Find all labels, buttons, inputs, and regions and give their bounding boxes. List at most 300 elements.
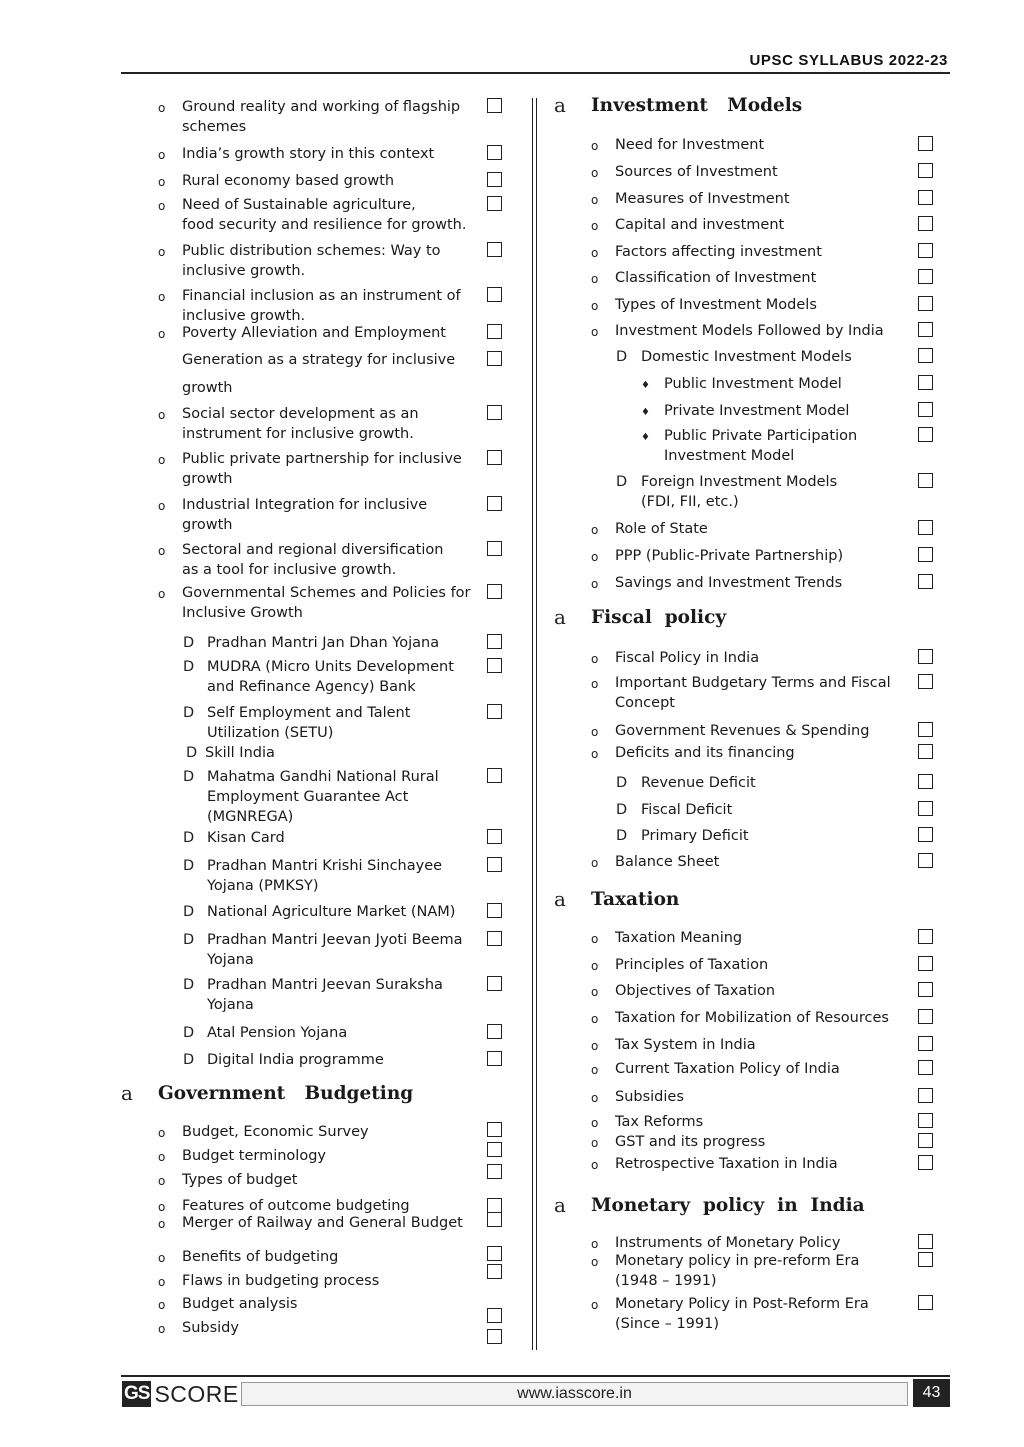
item-text: Poverty Alleviation and Employment [182,325,446,341]
circle-bullet-icon: o [158,1126,166,1140]
d-bullet-marker: D [616,349,628,365]
item-text: MUDRA (Micro Units Development and Refinance Agency) Bank [207,659,454,695]
circle-bullet-icon: o [158,1150,166,1164]
circle-bullet-icon: o [158,499,166,513]
item-text: Financial inclusion as an instrument of inclusive growth. [182,288,461,324]
header-title: UPSC SYLLABUS 2022-23 [749,52,948,69]
item-text: Merger of Railway and General Budget [182,1215,463,1231]
syllabus-item-subsidies [537,1087,912,1107]
item-checkbox[interactable] [918,473,933,488]
item-checkbox[interactable] [487,1212,502,1227]
item-text: Generation as a strategy for inclusive [182,352,456,368]
item-checkbox[interactable] [918,744,933,759]
syllabus-item-current-taxation-policy-of-india [537,1059,912,1079]
item-checkbox[interactable] [918,982,933,997]
item-text: Digital India programme [207,1052,384,1068]
syllabus-item-domestic-investment-models [537,347,912,367]
circle-bullet-icon: o [591,246,599,260]
syllabus-item-investment-models-followed-by-india [537,321,912,341]
circle-bullet-icon: o [158,101,166,115]
item-checkbox[interactable] [487,172,502,187]
section-title: Fiscal policy [591,607,727,628]
item-text: Pradhan Mantri Krishi Sinchayee Yojana (PMKSY) [207,858,443,894]
syllabus-item-taxation-meaning [537,928,912,948]
item-text: Budget, Economic Survey [182,1124,369,1140]
item-checkbox[interactable] [487,768,502,783]
circle-bullet-icon: o [158,587,166,601]
item-text: Flaws in budgeting process [182,1273,380,1289]
circle-bullet-icon: o [591,652,599,666]
circle-bullet-icon: o [158,327,166,341]
item-text: Foreign Investment Models (FDI, FII, etc.) [641,474,838,510]
d-bullet-marker: D [616,474,628,490]
section-title: Monetary policy in India [591,1195,865,1216]
circle-bullet-icon: o [591,1298,599,1312]
item-checkbox[interactable] [918,163,933,178]
d-bullet-marker: D [616,775,628,791]
syllabus-item-savings-and-investment-trends [537,573,912,593]
circle-bullet-icon: o [158,1298,166,1312]
item-text: Public private partnership for inclusive growth [182,451,462,487]
footer-rule [121,1375,950,1377]
item-text: Instruments of Monetary Policy [615,1235,841,1251]
syllabus-item-capital-and-investment [537,215,912,235]
syllabus-item-industrial-integration-for-inclusive-gro [0,495,481,535]
header-rule [121,72,950,74]
syllabus-item-factors-affecting-investment [537,242,912,262]
circle-bullet-icon: o [591,1158,599,1172]
syllabus-item-kisan-card [0,828,481,848]
circle-bullet-icon: o [158,175,166,189]
item-text: Public Private Participation Investment Model [664,428,858,464]
diamond-bullet-icon: ♦ [641,407,650,418]
syllabus-item-primary-deficit [537,826,912,846]
item-checkbox[interactable] [487,1122,502,1137]
item-text: Self Employment and Talent Utilization (SETU) [207,705,411,741]
syllabus-item-foreign-investment-models-fdi-fii-etc [537,472,912,512]
item-checkbox[interactable] [918,674,933,689]
item-text: Pradhan Mantri Jeevan Suraksha Yojana [207,977,443,1013]
circle-bullet-icon: o [158,453,166,467]
item-checkbox[interactable] [487,1329,502,1344]
circle-bullet-icon: o [158,1174,166,1188]
item-checkbox[interactable] [918,348,933,363]
syllabus-item-mahatma-gandhi-national-rural-employment [0,767,481,827]
syllabus-item-poverty-alleviation-and-employment [0,323,481,343]
syllabus-item-skill-india [0,743,481,763]
item-checkbox[interactable] [487,704,502,719]
circle-bullet-icon: o [591,1237,599,1251]
item-checkbox[interactable] [487,976,502,991]
syllabus-item-budget-terminology [0,1146,481,1166]
syllabus-item-financial-inclusion-as-an-instrument-of- [0,286,481,326]
item-text: growth [182,380,233,396]
circle-bullet-icon: o [591,272,599,286]
item-checkbox[interactable] [918,520,933,535]
circle-bullet-icon: o [591,1116,599,1130]
syllabus-item-sources-of-investment [537,162,912,182]
item-text: Tax System in India [615,1037,756,1053]
item-text: Factors affecting investment [615,244,822,260]
item-text: Industrial Integration for inclusive growth [182,497,428,533]
syllabus-item-fiscal-policy-in-india [537,648,912,668]
syllabus-item-classification-of-investment [537,268,912,288]
item-checkbox[interactable] [918,190,933,205]
item-checkbox[interactable] [918,853,933,868]
item-text: Features of outcome budgeting [182,1198,410,1214]
item-checkbox[interactable] [487,903,502,918]
circle-bullet-icon: o [591,856,599,870]
circle-bullet-icon: o [158,1322,166,1336]
syllabus-item-tax-reforms [537,1112,912,1132]
section-title: Taxation [591,889,680,910]
item-checkbox[interactable] [487,351,502,366]
item-text: Savings and Investment Trends [615,575,843,591]
circle-bullet-icon: o [591,932,599,946]
item-checkbox[interactable] [918,1036,933,1051]
item-text: Subsidy [182,1320,239,1336]
item-text: Governmental Schemes and Policies for Inclusive Growth [182,585,471,621]
item-checkbox[interactable] [487,1142,502,1157]
item-checkbox[interactable] [487,145,502,160]
syllabus-item-digital-india-programme [0,1050,481,1070]
syllabus-item-types-of-investment-models [537,295,912,315]
item-checkbox[interactable] [918,375,933,390]
syllabus-item-pradhan-mantri-jan-dhan-yojana [0,633,481,653]
item-text: Budget analysis [182,1296,298,1312]
circle-bullet-icon: o [591,725,599,739]
circle-bullet-icon: o [591,959,599,973]
item-checkbox[interactable] [487,242,502,257]
item-checkbox[interactable] [487,324,502,339]
item-checkbox[interactable] [487,1024,502,1039]
item-text: Public distribution schemes: Way to inclusive growth. [182,243,441,279]
item-text: Pradhan Mantri Jeevan Jyoti Beema Yojana [207,932,463,968]
syllabus-item-generation-as-a-strategy-for-inclusive [0,350,481,370]
item-text: Principles of Taxation [615,957,769,973]
item-text: Kisan Card [207,830,285,846]
syllabus-item-mudra-micro-units-development-and-refina [0,657,481,697]
syllabus-item-pradhan-mantri-jeevan-jyoti-beema-yojana [0,930,481,970]
circle-bullet-icon: o [591,550,599,564]
item-checkbox[interactable] [918,929,933,944]
item-text: Private Investment Model [664,403,850,419]
syllabus-item-monetary-policy-in-post-reform-era-since [537,1294,912,1334]
syllabus-item-subsidy [0,1318,481,1338]
item-checkbox[interactable] [918,1088,933,1103]
d-bullet-marker: D [183,769,195,785]
item-text: Pradhan Mantri Jan Dhan Yojana [207,635,440,651]
item-checkbox[interactable] [487,98,502,113]
syllabus-item-taxation-for-mobilization-of-resources [537,1008,912,1028]
item-checkbox[interactable] [487,287,502,302]
item-checkbox[interactable] [918,427,933,442]
syllabus-item-national-agriculture-market-nam [0,902,481,922]
item-text: Classification of Investment [615,270,817,286]
circle-bullet-icon: o [591,299,599,313]
d-bullet-marker: D [183,932,195,948]
section-marker: a [554,93,566,117]
item-checkbox[interactable] [918,574,933,589]
syllabus-item-pradhan-mantri-jeevan-suraksha-yojana [0,975,481,1015]
syllabus-item-fiscal-deficit [537,800,912,820]
item-text: Sectoral and regional diversification as a tool for inclusive growth. [182,542,444,578]
item-checkbox[interactable] [918,402,933,417]
syllabus-item-growth [0,378,481,398]
syllabus-item-ppp-public-private-partnership [537,546,912,566]
d-bullet-marker: D [183,858,195,874]
circle-bullet-icon: o [591,139,599,153]
syllabus-item-flaws-in-budgeting-process [0,1271,481,1291]
circle-bullet-icon: o [591,1039,599,1053]
item-checkbox[interactable] [918,296,933,311]
item-checkbox[interactable] [918,774,933,789]
syllabus-item-social-sector-development-as-an-instrume [0,404,481,444]
item-checkbox[interactable] [918,269,933,284]
item-text: Objectives of Taxation [615,983,776,999]
item-text: Subsidies [615,1089,684,1105]
circle-bullet-icon: o [591,985,599,999]
item-text: Need of Sustainable agriculture, food security and resilience for growth. [182,197,467,233]
item-checkbox[interactable] [918,216,933,231]
item-checkbox[interactable] [487,1198,502,1213]
syllabus-item-pradhan-mantri-krishi-sinchayee-yojana-p [0,856,481,896]
syllabus-item-sectoral-and-regional-diversification-as [0,540,481,580]
item-text: Taxation for Mobilization of Resources [615,1010,889,1026]
d-bullet-marker: D [183,635,195,651]
item-text: Monetary policy in pre-reform Era (1948 – 1991) [615,1253,860,1289]
section-marker: a [121,1081,133,1105]
syllabus-item-objectives-of-taxation [537,981,912,1001]
item-text: Capital and investment [615,217,785,233]
item-checkbox[interactable] [487,857,502,872]
circle-bullet-icon: o [158,1275,166,1289]
item-text: Revenue Deficit [641,775,756,791]
circle-bullet-icon: o [591,1255,599,1269]
item-checkbox[interactable] [918,243,933,258]
item-text: Monetary Policy in Post-Reform Era (Since – 1991) [615,1296,869,1332]
item-text: Retrospective Taxation in India [615,1156,838,1172]
item-text: Ground reality and working of flagship schemes [182,99,461,135]
item-text: National Agriculture Market (NAM) [207,904,456,920]
item-text: Tax Reforms [615,1114,704,1130]
item-text: Types of Investment Models [615,297,817,313]
syllabus-item-government-revenues-spending [537,721,912,741]
section-marker: a [554,887,566,911]
circle-bullet-icon: o [158,1251,166,1265]
syllabus-item-public-distribution-schemes-way-to-inclu [0,241,481,281]
item-checkbox[interactable] [487,541,502,556]
syllabus-item-public-private-partnership-for-inclusive [0,449,481,489]
syllabus-item-ground-reality-and-working-of-flagship-s [0,97,481,137]
item-text: Benefits of budgeting [182,1249,339,1265]
d-bullet-marker: D [186,745,198,761]
item-checkbox[interactable] [487,496,502,511]
diamond-bullet-icon: ♦ [641,432,650,443]
item-text: Primary Deficit [641,828,749,844]
circle-bullet-icon: o [591,1063,599,1077]
syllabus-item-governmental-schemes-and-policies-for-in [0,583,481,623]
item-text: Role of State [615,521,708,537]
circle-bullet-icon: o [591,325,599,339]
item-checkbox[interactable] [487,450,502,465]
syllabus-item-self-employment-and-talent-utilization-s [0,703,481,743]
item-checkbox[interactable] [918,1252,933,1267]
circle-bullet-icon: o [591,677,599,691]
item-checkbox[interactable] [487,1246,502,1261]
circle-bullet-icon: o [158,1217,166,1231]
item-checkbox[interactable] [487,829,502,844]
item-text: Fiscal Policy in India [615,650,760,666]
syllabus-item-balance-sheet [537,852,912,872]
syllabus-item-types-of-budget [0,1170,481,1190]
item-text: Need for Investment [615,137,765,153]
syllabus-item-private-investment-model [537,401,912,421]
item-checkbox[interactable] [918,1234,933,1249]
item-text: Current Taxation Policy of India [615,1061,840,1077]
item-text: Taxation Meaning [615,930,743,946]
syllabus-item-need-of-sustainable-agriculture-food-sec [0,195,481,235]
item-checkbox[interactable] [918,722,933,737]
syllabus-item-budget-economic-survey [0,1122,481,1142]
d-bullet-marker: D [183,830,195,846]
item-checkbox[interactable] [918,322,933,337]
item-checkbox[interactable] [487,196,502,211]
syllabus-item-deficits-and-its-financing [537,743,912,763]
circle-bullet-icon: o [158,290,166,304]
item-checkbox[interactable] [918,827,933,842]
d-bullet-marker: D [183,904,195,920]
item-text: Fiscal Deficit [641,802,733,818]
item-checkbox[interactable] [918,956,933,971]
item-text: PPP (Public-Private Partnership) [615,548,844,564]
circle-bullet-icon: o [158,148,166,162]
circle-bullet-icon: o [591,1012,599,1026]
brand-score: SCORE [154,1380,239,1407]
item-text: Skill India [205,745,275,761]
circle-bullet-icon: o [591,523,599,537]
item-checkbox[interactable] [918,136,933,151]
item-checkbox[interactable] [487,1308,502,1323]
item-text: India’s growth story in this context [182,146,435,162]
syllabus-item-role-of-state [537,519,912,539]
item-text: Investment Models Followed by India [615,323,884,339]
item-text: Deficits and its financing [615,745,795,761]
item-checkbox[interactable] [487,931,502,946]
d-bullet-marker: D [183,1025,195,1041]
item-text: Rural economy based growth [182,173,395,189]
item-checkbox[interactable] [918,547,933,562]
item-text: Mahatma Gandhi National Rural Employment Guarantee Act (MGNREGA) [207,769,439,825]
item-checkbox[interactable] [918,649,933,664]
item-checkbox[interactable] [487,1164,502,1179]
syllabus-item-gst-and-its-progress [537,1132,912,1152]
syllabus-item-need-for-investment [537,135,912,155]
item-checkbox[interactable] [487,1051,502,1066]
item-checkbox[interactable] [918,1133,933,1148]
item-text: Public Investment Model [664,376,842,392]
circle-bullet-icon: o [591,577,599,591]
item-checkbox[interactable] [487,405,502,420]
item-text: Measures of Investment [615,191,790,207]
item-text: Important Budgetary Terms and Fiscal Concept [615,675,891,711]
circle-bullet-icon: o [591,747,599,761]
circle-bullet-icon: o [158,408,166,422]
syllabus-item-revenue-deficit [537,773,912,793]
item-checkbox[interactable] [487,658,502,673]
item-checkbox[interactable] [918,1009,933,1024]
website-url: www.iasscore.in [241,1382,908,1406]
item-text: Atal Pension Yojana [207,1025,348,1041]
section-marker: a [554,605,566,629]
circle-bullet-icon: o [591,193,599,207]
circle-bullet-icon: o [158,544,166,558]
item-checkbox[interactable] [487,634,502,649]
circle-bullet-icon: o [158,199,166,213]
item-text: Balance Sheet [615,854,720,870]
item-checkbox[interactable] [918,1155,933,1170]
circle-bullet-icon: o [591,166,599,180]
section-title: Investment Models [591,95,803,116]
syllabus-item-tax-system-in-india [537,1035,912,1055]
item-text: Sources of Investment [615,164,778,180]
item-text: GST and its progress [615,1134,766,1150]
item-text: Types of budget [182,1172,298,1188]
item-checkbox[interactable] [487,1264,502,1279]
d-bullet-marker: D [183,1052,195,1068]
brand-gs: GS [122,1381,151,1407]
item-text: Social sector development as an instrument for inclusive growth. [182,406,419,442]
syllabus-item-measures-of-investment [537,189,912,209]
circle-bullet-icon: o [591,219,599,233]
d-bullet-marker: D [183,659,195,675]
syllabus-item-budget-analysis [0,1294,481,1314]
item-checkbox[interactable] [918,1060,933,1075]
syllabus-item-important-budgetary-terms-and-fiscal-con [537,673,912,713]
syllabus-item-monetary-policy-in-pre-reform-era-1948-1 [537,1251,912,1291]
item-text: Government Revenues & Spending [615,723,870,739]
item-checkbox[interactable] [918,1295,933,1310]
syllabus-item-india-s-growth-story-in-this-context [0,144,481,164]
syllabus-item-public-investment-model [537,374,912,394]
gs-score-logo [122,1381,239,1407]
circle-bullet-icon: o [158,245,166,259]
syllabus-item-atal-pension-yojana [0,1023,481,1043]
syllabus-item-instruments-of-monetary-policy [537,1233,912,1253]
diamond-bullet-icon: ♦ [641,380,650,391]
item-checkbox[interactable] [487,584,502,599]
page-number: 43 [913,1379,950,1407]
d-bullet-marker: D [183,705,195,721]
item-text: Domestic Investment Models [641,349,852,365]
item-checkbox[interactable] [918,1113,933,1128]
section-marker: a [554,1193,566,1217]
syllabus-item-merger-of-railway-and-general-budget [0,1213,481,1233]
d-bullet-marker: D [616,828,628,844]
syllabus-item-public-private-participation-investment- [537,426,912,466]
item-text: Budget terminology [182,1148,326,1164]
circle-bullet-icon: o [591,1091,599,1105]
syllabus-item-retrospective-taxation-in-india [537,1154,912,1174]
d-bullet-marker: D [183,977,195,993]
item-checkbox[interactable] [918,801,933,816]
syllabus-item-benefits-of-budgeting [0,1247,481,1267]
circle-bullet-icon: o [591,1136,599,1150]
circle-bullet-icon: o [158,1200,166,1214]
syllabus-item-rural-economy-based-growth [0,171,481,191]
syllabus-item-principles-of-taxation [537,955,912,975]
section-title: Government Budgeting [158,1083,414,1104]
